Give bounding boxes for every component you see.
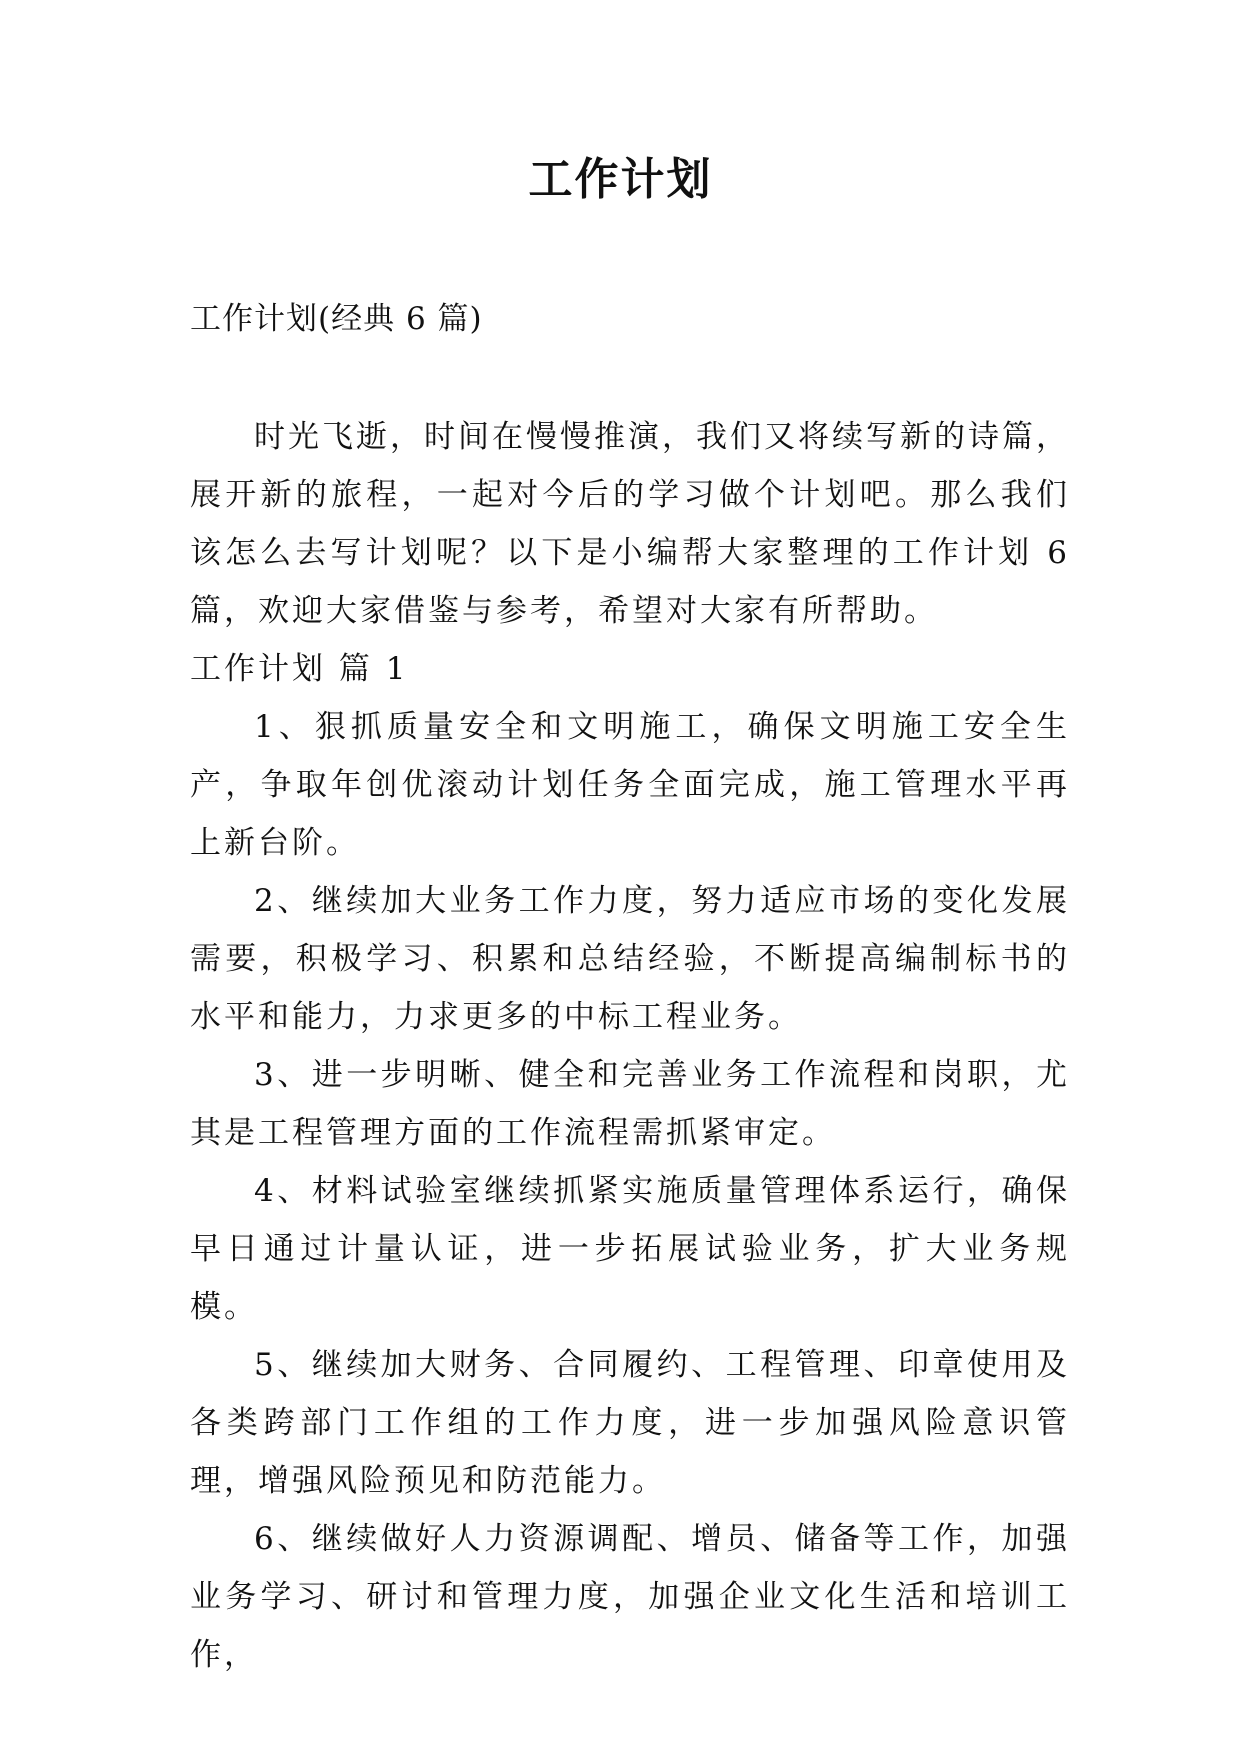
- document-subtitle: 工作计划(经典 6 篇): [190, 301, 483, 337]
- list-item: 3、进一步明晰、健全和完善业务工作流程和岗职，尤其是工程管理方面的工作流程需抓紧审定。: [190, 1057, 1070, 1151]
- list-item: 4、材料试验室继续抓紧实施质量管理体系运行，确保早日通过计量认证，进一步拓展试验业务，扩大业务规模。: [190, 1173, 1070, 1325]
- intro-paragraph: 时光飞逝，时间在慢慢推演，我们又将续写新的诗篇，展开新的旅程，一起对今后的学习做个计划吧。那么我们该怎么去写计划呢？以下是小编帮大家整理的工作计划 6 篇，欢迎大家借鉴与参考，希望对大家有所帮助。: [190, 419, 1070, 629]
- list-item: 2、继续加大业务工作力度，努力适应市场的变化发展需要，积极学习、积累和总结经验，不断提高编制标书的水平和能力，力求更多的中标工程业务。: [190, 883, 1070, 1035]
- list-item: 1、狠抓质量安全和文明施工，确保文明施工安全生产，争取年创优滚动计划任务全面完成，施工管理水平再上新台阶。: [190, 709, 1070, 861]
- list-item: 6、继续做好人力资源调配、增员、储备等工作，加强业务学习、研讨和管理力度，加强企业文化生活和培训工作，: [190, 1521, 1070, 1673]
- list-item: 5、继续加大财务、合同履约、工程管理、印章使用及各类跨部门工作组的工作力度，进一步加强风险意识管理，增强风险预见和防范能力。: [190, 1347, 1070, 1499]
- page-title: 工作计划: [528, 154, 713, 205]
- section-heading: 工作计划 篇 1: [190, 651, 409, 687]
- document-body: [190, 290, 1070, 1684]
